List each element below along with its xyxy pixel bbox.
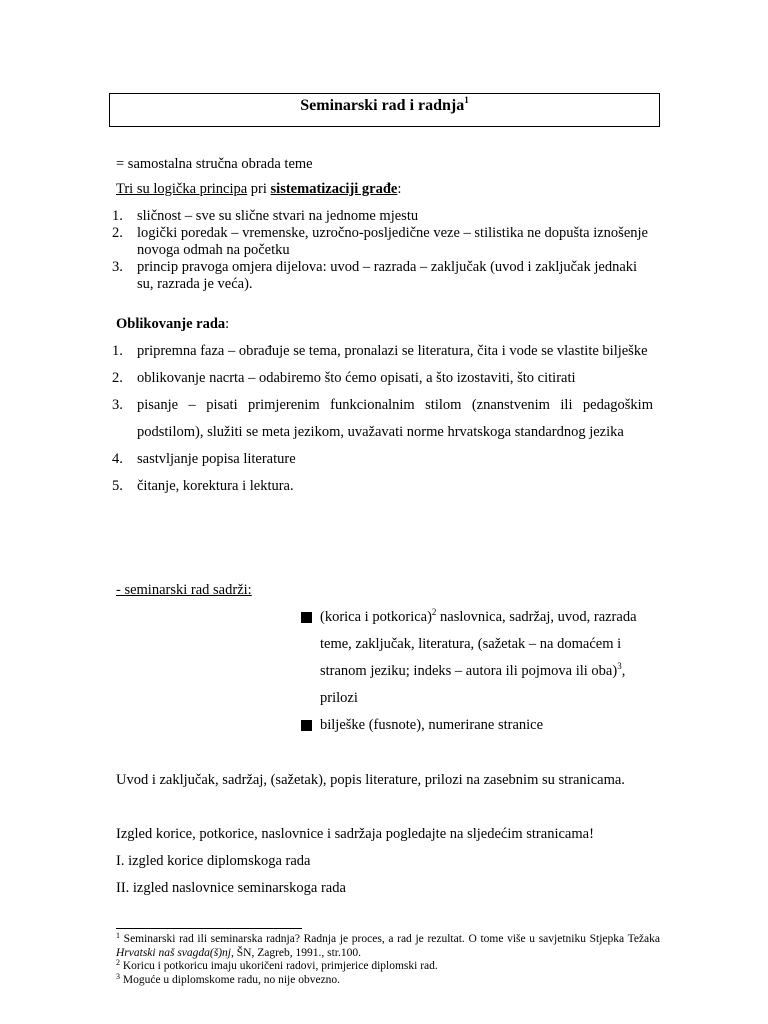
title-box [109, 93, 660, 127]
square-bullet-icon [301, 612, 312, 623]
page-title: Seminarski rad i radnja [300, 97, 465, 114]
bullet-text: bilješke (fusnote), numerirane stranice [320, 717, 544, 733]
list-number: 2. [112, 370, 123, 386]
footnote-number: 3 [116, 971, 120, 981]
footnote-book-title: Hrvatski naš svagda(š)nj [116, 946, 231, 959]
principles-intro [116, 181, 401, 198]
principles-intro-bold: sistematizaciji građe [270, 181, 398, 197]
footnote-text: , ŠN, Zagreb, 1991., str.100. [231, 946, 362, 959]
list-item [112, 259, 653, 293]
bullet-item [300, 604, 660, 712]
bullet-text: , prilozi [320, 663, 626, 706]
list-text: sličnost – sve su slične stvari na jednome mjestu [137, 208, 419, 224]
footnote-text: Seminarski rad ili seminarska radnja? Radnja je proces, a rad je rezultat. O tome više u savjetniku Stjepka Težaka [120, 933, 660, 945]
list-text: logički poredak – vremenske, uzročno-posljedične veze – stilistika ne dopušta iznošenje novoga odmah na početku [137, 225, 648, 258]
list-text: sastvljanje popisa literature [137, 451, 296, 467]
shaping-steps-list [112, 338, 653, 500]
footnote-number: 2 [116, 958, 120, 967]
footnote [116, 933, 660, 960]
list-text: pripremna faza – obrađuje se tema, pronalazi se literatura, čita i vode se vlastite bilješke [137, 343, 648, 359]
paragraph: I. izgled korice diplomskoga rada [116, 853, 311, 869]
definition: = samostalna stručna obrada teme [116, 156, 313, 172]
list-item [112, 365, 653, 392]
list-number: 1. [112, 343, 123, 359]
list-text: oblikovanje nacrta – odabiremo što ćemo opisati, a što izostaviti, što citirati [137, 370, 576, 386]
list-item [112, 473, 653, 500]
bullet-text: (korica i potkorica) [320, 609, 432, 625]
footnote-mark[interactable]: 3 [617, 661, 622, 671]
principles-intro-end: : [397, 181, 402, 197]
list-item [112, 208, 653, 225]
list-text: čitanje, korektura i lektura. [137, 478, 294, 494]
footnote-number: 1 [116, 931, 120, 940]
list-number: 5. [112, 478, 123, 494]
footnote-text: Koricu i potkoricu imaju ukoričeni radovi, primjerice diplomski rad. [120, 960, 438, 972]
list-number: 3. [112, 259, 123, 275]
paragraph: Uvod i zaključak, sadržaj, (sažetak), popis literature, prilozi na zasebnim su stranicama. [116, 772, 625, 788]
paragraph: II. izgled naslovnice seminarskoga rada [116, 880, 346, 896]
principles-list [112, 208, 653, 293]
footnote-separator [116, 928, 302, 929]
paragraph: Izgled korice, potkorice, naslovnice i sadržaja pogledajte na sljedećim stranicama! [116, 826, 594, 842]
footnote-text: Moguće u diplomskome radu, no nije obvezno. [120, 973, 341, 986]
list-number: 3. [112, 397, 123, 413]
principles-intro-middle: pri [247, 181, 271, 197]
bullet-item [300, 712, 660, 739]
shaping-title: Oblikovanje rada [116, 316, 226, 332]
square-bullet-icon [301, 720, 312, 731]
principles-intro-underlined: Tri su logička principa [116, 181, 248, 197]
contents-bullets [300, 604, 660, 739]
list-number: 4. [112, 451, 123, 467]
list-item [112, 338, 653, 365]
contents-heading: - seminarski rad sadrži: [116, 582, 252, 598]
list-number: 1. [112, 208, 123, 224]
list-text: pisanje – pisati primjerenim funkcionalnim stilom (znanstvenim ili pedagoškim podstilom), služiti se meta jezikom, uvažavati norme hrvatskoga standardnog jezika [137, 397, 653, 440]
footnote [116, 971, 660, 988]
footnotes [116, 933, 660, 987]
list-number: 2. [112, 225, 123, 241]
footnote-mark[interactable]: 2 [431, 607, 437, 617]
title-footnote-mark[interactable]: 1 [464, 95, 469, 105]
list-item [112, 392, 653, 446]
list-text: princip pravoga omjera dijelova: uvod – razrada – zaključak (uvod i zaključak jednaki su, razrada je veća). [137, 259, 638, 292]
shaping-heading [116, 316, 229, 333]
list-item [112, 446, 653, 473]
shaping-colon: : [225, 316, 230, 332]
bullet-text: naslovnica, sadržaj, uvod, razrada teme, zaključak, literatura, (sažetak – na domaćem i stranom jeziku; indeks – autora ili pojmova ili oba) [320, 609, 637, 679]
footnote [116, 960, 660, 974]
list-item [112, 225, 653, 259]
